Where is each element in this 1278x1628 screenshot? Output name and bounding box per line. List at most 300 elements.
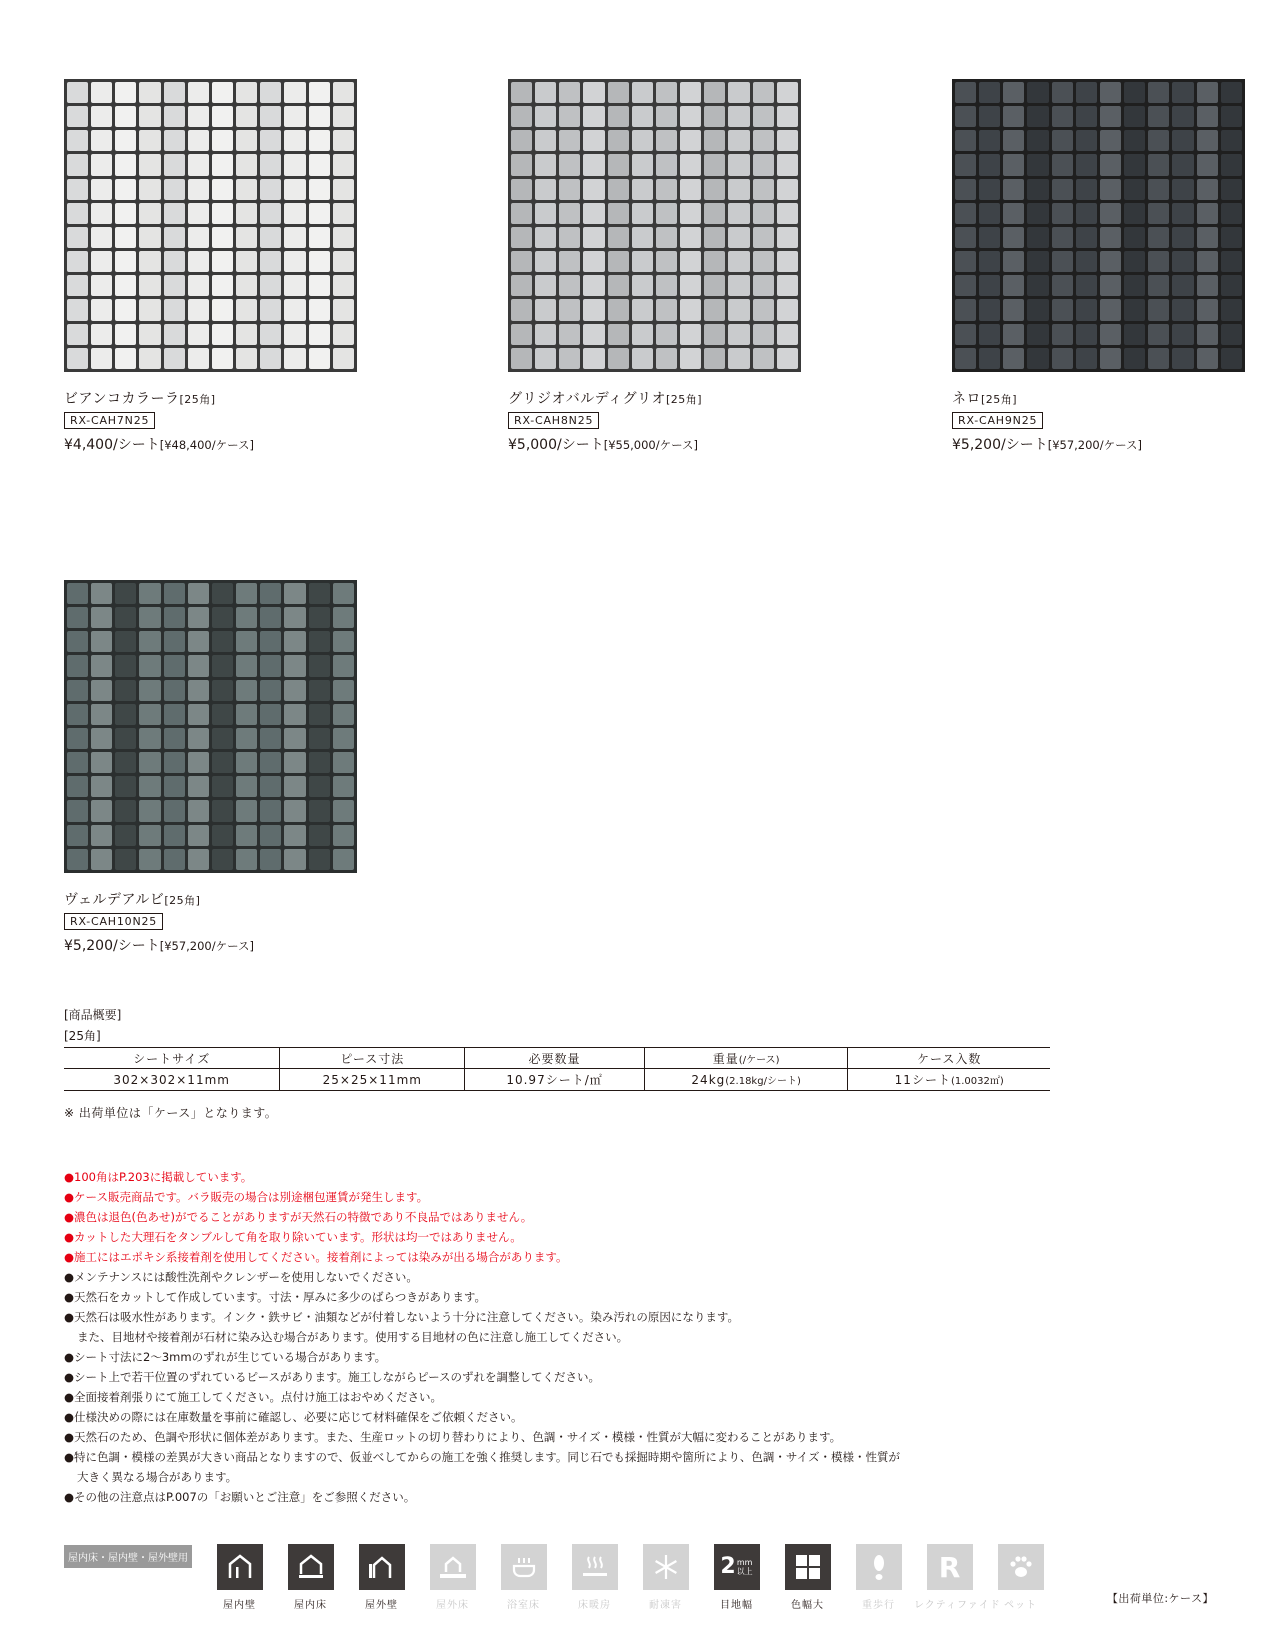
caution-note: ●100角はP.203に掲載しています。 xyxy=(64,1170,253,1184)
tile-piece xyxy=(979,275,1000,296)
tile-piece xyxy=(236,82,257,103)
tile-piece xyxy=(656,179,677,200)
tile-piece xyxy=(236,227,257,248)
tile-piece xyxy=(1172,275,1193,296)
frost-resistance-icon xyxy=(630,1544,701,1611)
tile-piece xyxy=(753,82,774,103)
usage-icon-row xyxy=(204,1544,1056,1611)
tile-piece xyxy=(67,275,88,296)
tile-piece xyxy=(115,251,136,272)
product-name: グリジオバルディグリオ[25角] xyxy=(508,391,703,407)
tile-piece xyxy=(1003,179,1024,200)
tile-piece xyxy=(656,227,677,248)
table-cell: 10.97シート/㎡ xyxy=(465,1069,645,1091)
tile-piece xyxy=(1076,106,1097,127)
tile-piece xyxy=(236,130,257,151)
tile-piece xyxy=(632,348,653,369)
icon-label: 色幅大 xyxy=(791,1600,824,1611)
tile-piece xyxy=(67,825,88,846)
caution-note: ●その他の注意点はP.007の「お願いとご注意」をご参照ください。 xyxy=(64,1490,416,1504)
tile-piece xyxy=(511,324,532,345)
tile-piece xyxy=(91,203,112,224)
tile-piece xyxy=(656,251,677,272)
tile-piece xyxy=(309,82,330,103)
tile-piece xyxy=(139,275,160,296)
tile-piece xyxy=(284,849,305,870)
tile-swatch-image xyxy=(508,79,801,372)
tile-piece xyxy=(91,849,112,870)
tile-piece xyxy=(260,728,281,749)
tile-piece xyxy=(535,154,556,175)
tile-piece xyxy=(656,82,677,103)
tile-piece xyxy=(753,324,774,345)
tile-piece xyxy=(164,130,185,151)
tile-piece xyxy=(67,154,88,175)
tile-piece xyxy=(511,82,532,103)
tile-piece xyxy=(284,251,305,272)
tile-piece xyxy=(1221,299,1242,320)
icon-label: 重歩行 xyxy=(862,1600,895,1611)
tile-piece xyxy=(164,299,185,320)
tile-piece xyxy=(188,800,209,821)
table-cell: 11シート(1.0032㎡) xyxy=(848,1069,1050,1091)
frost-resistance-badge xyxy=(643,1544,689,1590)
tile-piece xyxy=(309,251,330,272)
tile-piece xyxy=(333,106,354,127)
tile-piece xyxy=(67,631,88,652)
tile-piece xyxy=(139,704,160,725)
tile-piece xyxy=(333,583,354,604)
tile-piece xyxy=(1003,251,1024,272)
tile-piece xyxy=(115,130,136,151)
tile-piece xyxy=(260,825,281,846)
tile-piece xyxy=(115,825,136,846)
indoor-floor-badge xyxy=(288,1544,334,1590)
tile-piece xyxy=(1076,82,1097,103)
tile-piece xyxy=(1124,154,1145,175)
tile-piece xyxy=(1221,130,1242,151)
table-header: 必要数量 xyxy=(465,1048,645,1069)
tile-piece xyxy=(1221,154,1242,175)
tile-piece xyxy=(284,106,305,127)
tile-piece xyxy=(91,179,112,200)
tile-piece xyxy=(309,154,330,175)
tile-piece xyxy=(333,704,354,725)
tile-piece xyxy=(583,179,604,200)
pet-badge xyxy=(998,1544,1044,1590)
heavy-traffic-badge xyxy=(856,1544,902,1590)
tile-piece xyxy=(212,203,233,224)
tile-piece xyxy=(333,752,354,773)
color-variation-icon xyxy=(772,1544,843,1611)
tile-piece xyxy=(188,825,209,846)
tile-piece xyxy=(309,655,330,676)
tile-piece xyxy=(583,130,604,151)
tile-piece xyxy=(1052,227,1073,248)
tile-piece xyxy=(309,849,330,870)
tile-piece xyxy=(511,203,532,224)
tile-piece xyxy=(236,631,257,652)
tile-piece xyxy=(67,203,88,224)
tile-piece xyxy=(535,130,556,151)
icon-label: 耐凍害 xyxy=(649,1600,682,1611)
tile-piece xyxy=(955,106,976,127)
tile-piece xyxy=(559,324,580,345)
tile-piece xyxy=(979,154,1000,175)
tile-piece xyxy=(1003,82,1024,103)
tile-piece xyxy=(583,324,604,345)
tile-piece xyxy=(608,348,629,369)
tile-piece xyxy=(728,130,749,151)
usage-label: 屋内床・屋内壁・屋外壁用 xyxy=(64,1545,192,1568)
tile-piece xyxy=(236,752,257,773)
tile-piece xyxy=(260,348,281,369)
tile-piece xyxy=(632,82,653,103)
tile-piece xyxy=(260,631,281,652)
table-header: ケース入数 xyxy=(848,1048,1050,1069)
tile-piece xyxy=(1052,348,1073,369)
tile-piece xyxy=(979,203,1000,224)
tile-piece xyxy=(236,203,257,224)
tile-piece xyxy=(91,299,112,320)
tile-piece xyxy=(1197,154,1218,175)
tile-piece xyxy=(1221,82,1242,103)
tile-piece xyxy=(188,130,209,151)
tile-piece xyxy=(139,106,160,127)
tile-piece xyxy=(67,849,88,870)
tile-piece xyxy=(260,154,281,175)
tile-piece xyxy=(309,583,330,604)
tile-piece xyxy=(309,348,330,369)
tile-piece xyxy=(1076,227,1097,248)
tile-piece xyxy=(164,800,185,821)
tile-piece xyxy=(164,583,185,604)
tile-piece xyxy=(309,179,330,200)
tile-piece xyxy=(139,631,160,652)
tile-piece xyxy=(1172,324,1193,345)
tile-piece xyxy=(333,607,354,628)
tile-piece xyxy=(1076,251,1097,272)
tile-piece xyxy=(632,179,653,200)
tile-piece xyxy=(1124,251,1145,272)
tile-piece xyxy=(1221,275,1242,296)
outdoor-floor-icon xyxy=(417,1544,488,1611)
tile-piece xyxy=(1197,227,1218,248)
tile-piece xyxy=(559,106,580,127)
tile-piece xyxy=(333,179,354,200)
tile-piece xyxy=(1027,227,1048,248)
tile-piece xyxy=(139,299,160,320)
tile-piece xyxy=(115,154,136,175)
tile-piece xyxy=(236,154,257,175)
tile-piece xyxy=(777,106,798,127)
tile-piece xyxy=(535,82,556,103)
rectified-badge: R xyxy=(927,1544,973,1590)
tile-piece xyxy=(1221,179,1242,200)
tile-piece xyxy=(67,800,88,821)
tile-piece xyxy=(1148,179,1169,200)
tile-piece xyxy=(309,203,330,224)
tile-piece xyxy=(1003,106,1024,127)
tile-piece xyxy=(260,275,281,296)
tile-piece xyxy=(1052,324,1073,345)
tile-piece xyxy=(236,251,257,272)
product-card[interactable] xyxy=(64,79,384,454)
product-price: ¥5,200/シート[¥57,200/ケース] xyxy=(64,938,255,954)
tile-piece xyxy=(115,227,136,248)
tile-piece xyxy=(979,227,1000,248)
tile-piece xyxy=(1076,130,1097,151)
icon-label: 目地幅 xyxy=(720,1600,753,1611)
tile-piece xyxy=(608,106,629,127)
tile-piece xyxy=(212,82,233,103)
tile-piece xyxy=(1172,154,1193,175)
tile-piece xyxy=(511,348,532,369)
tile-piece xyxy=(583,299,604,320)
tile-piece xyxy=(1076,324,1097,345)
tile-piece xyxy=(236,849,257,870)
tile-piece xyxy=(1197,106,1218,127)
tile-piece xyxy=(67,752,88,773)
tile-piece xyxy=(704,324,725,345)
tile-piece xyxy=(680,106,701,127)
tile-piece xyxy=(236,680,257,701)
tile-piece xyxy=(333,800,354,821)
tile-piece xyxy=(260,324,281,345)
tile-piece xyxy=(1027,106,1048,127)
tile-piece xyxy=(1052,299,1073,320)
tile-piece xyxy=(284,655,305,676)
tile-piece xyxy=(680,299,701,320)
tile-piece xyxy=(1197,299,1218,320)
tile-piece xyxy=(115,607,136,628)
tile-piece xyxy=(680,275,701,296)
tile-piece xyxy=(777,130,798,151)
tile-piece xyxy=(753,299,774,320)
tile-piece xyxy=(728,299,749,320)
outdoor-floor-badge xyxy=(430,1544,476,1590)
tile-piece xyxy=(284,583,305,604)
tile-piece xyxy=(1076,348,1097,369)
tile-piece xyxy=(535,324,556,345)
tile-piece xyxy=(188,251,209,272)
tile-piece xyxy=(583,203,604,224)
tile-piece xyxy=(333,728,354,749)
tile-piece xyxy=(212,825,233,846)
tile-piece xyxy=(656,324,677,345)
tile-piece xyxy=(511,227,532,248)
tile-piece xyxy=(164,704,185,725)
tile-piece xyxy=(139,680,160,701)
tile-piece xyxy=(67,106,88,127)
product-card[interactable] xyxy=(508,79,828,454)
tile-piece xyxy=(139,776,160,797)
tile-piece xyxy=(1148,275,1169,296)
tile-piece xyxy=(115,583,136,604)
tile-piece xyxy=(777,299,798,320)
tile-piece xyxy=(212,607,233,628)
icon-label: ペット xyxy=(1004,1600,1037,1611)
tile-piece xyxy=(333,299,354,320)
tile-piece xyxy=(260,680,281,701)
tile-piece xyxy=(1172,251,1193,272)
tile-piece xyxy=(535,299,556,320)
tile-piece xyxy=(67,82,88,103)
tile-piece xyxy=(164,849,185,870)
tile-piece xyxy=(115,631,136,652)
tile-piece xyxy=(1124,299,1145,320)
tile-piece xyxy=(1148,251,1169,272)
tile-piece xyxy=(753,275,774,296)
tile-piece xyxy=(559,154,580,175)
tile-piece xyxy=(979,299,1000,320)
tile-piece xyxy=(284,728,305,749)
tile-piece xyxy=(1076,179,1097,200)
tile-piece xyxy=(260,299,281,320)
tile-piece xyxy=(67,227,88,248)
tile-piece xyxy=(1124,130,1145,151)
tile-piece xyxy=(139,82,160,103)
tile-piece xyxy=(1027,299,1048,320)
tile-piece xyxy=(309,631,330,652)
tile-piece xyxy=(979,324,1000,345)
tile-piece xyxy=(1124,106,1145,127)
tile-piece xyxy=(188,728,209,749)
icon-label: 床暖房 xyxy=(578,1600,611,1611)
table-cell: 302×302×11mm xyxy=(64,1069,280,1091)
tile-piece xyxy=(139,800,160,821)
tile-piece xyxy=(728,251,749,272)
tile-piece xyxy=(236,655,257,676)
tile-piece xyxy=(1052,275,1073,296)
tile-piece xyxy=(608,82,629,103)
tile-piece xyxy=(656,130,677,151)
tile-piece xyxy=(284,607,305,628)
product-card[interactable] xyxy=(952,79,1272,454)
tile-piece xyxy=(284,179,305,200)
tile-piece xyxy=(1027,154,1048,175)
tile-piece xyxy=(632,275,653,296)
icon-label: レクティファイド xyxy=(914,1600,1001,1611)
tile-piece xyxy=(91,728,112,749)
tile-piece xyxy=(979,130,1000,151)
tile-piece xyxy=(164,348,185,369)
summary-subtitle: [25角] xyxy=(64,1029,101,1043)
tile-piece xyxy=(309,130,330,151)
tile-piece xyxy=(728,154,749,175)
table-header: シートサイズ xyxy=(64,1048,280,1069)
tile-piece xyxy=(91,704,112,725)
tile-piece xyxy=(164,776,185,797)
caution-note: ●シート上で若干位置のずれているピースがあります。施工しながらピースのずれを調整してください。 xyxy=(64,1370,601,1384)
tile-piece xyxy=(511,179,532,200)
tile-piece xyxy=(1148,324,1169,345)
tile-piece xyxy=(212,752,233,773)
tile-piece xyxy=(583,82,604,103)
tile-piece xyxy=(704,251,725,272)
product-price: ¥5,000/シート[¥55,000/ケース] xyxy=(508,437,699,453)
tile-piece xyxy=(1076,203,1097,224)
tile-piece xyxy=(511,106,532,127)
tile-piece xyxy=(188,607,209,628)
tile-piece xyxy=(236,728,257,749)
tile-piece xyxy=(67,324,88,345)
table-header-row xyxy=(64,1048,1050,1069)
tile-piece xyxy=(632,154,653,175)
tile-piece xyxy=(67,704,88,725)
tile-piece xyxy=(164,631,185,652)
tile-piece xyxy=(164,203,185,224)
product-card[interactable] xyxy=(64,580,384,955)
tile-piece xyxy=(1100,299,1121,320)
tile-piece xyxy=(1003,299,1024,320)
tile-piece xyxy=(632,324,653,345)
tile-piece xyxy=(164,324,185,345)
tile-piece xyxy=(1100,324,1121,345)
tile-piece xyxy=(236,583,257,604)
tile-piece xyxy=(1052,130,1073,151)
tile-piece xyxy=(284,776,305,797)
tile-piece xyxy=(91,275,112,296)
product-name: ネロ[25角] xyxy=(952,391,1018,407)
tile-piece xyxy=(333,849,354,870)
tile-piece xyxy=(284,82,305,103)
tile-piece xyxy=(1148,299,1169,320)
tile-piece xyxy=(164,154,185,175)
tile-piece xyxy=(656,348,677,369)
tile-piece xyxy=(91,106,112,127)
tile-piece xyxy=(680,251,701,272)
tile-piece xyxy=(632,106,653,127)
tile-piece xyxy=(115,680,136,701)
tile-piece xyxy=(212,251,233,272)
tile-piece xyxy=(212,299,233,320)
tile-piece xyxy=(1003,203,1024,224)
tile-piece xyxy=(284,752,305,773)
tile-piece xyxy=(236,800,257,821)
tile-piece xyxy=(139,849,160,870)
tile-piece xyxy=(1148,227,1169,248)
tile-piece xyxy=(1197,130,1218,151)
tile-piece xyxy=(91,776,112,797)
tile-piece xyxy=(212,275,233,296)
tile-piece xyxy=(67,130,88,151)
tile-piece xyxy=(212,776,233,797)
tile-piece xyxy=(139,227,160,248)
tile-piece xyxy=(728,348,749,369)
tile-piece xyxy=(1052,203,1073,224)
tile-piece xyxy=(753,179,774,200)
tile-piece xyxy=(728,227,749,248)
tile-piece xyxy=(728,324,749,345)
tile-piece xyxy=(67,680,88,701)
tile-piece xyxy=(212,655,233,676)
tile-piece xyxy=(236,348,257,369)
tile-piece xyxy=(632,227,653,248)
tile-piece xyxy=(680,324,701,345)
tile-piece xyxy=(777,82,798,103)
tile-piece xyxy=(955,251,976,272)
rectified-icon xyxy=(914,1544,1001,1611)
tile-piece xyxy=(212,631,233,652)
caution-note: ●仕様決めの際には在庫数量を事前に確認し、必要に応じて材料確保をご依頼ください。 xyxy=(64,1410,523,1424)
tile-piece xyxy=(115,849,136,870)
tile-piece xyxy=(955,154,976,175)
tile-piece xyxy=(188,324,209,345)
tile-piece xyxy=(608,299,629,320)
tile-piece xyxy=(164,179,185,200)
tile-piece xyxy=(1100,106,1121,127)
